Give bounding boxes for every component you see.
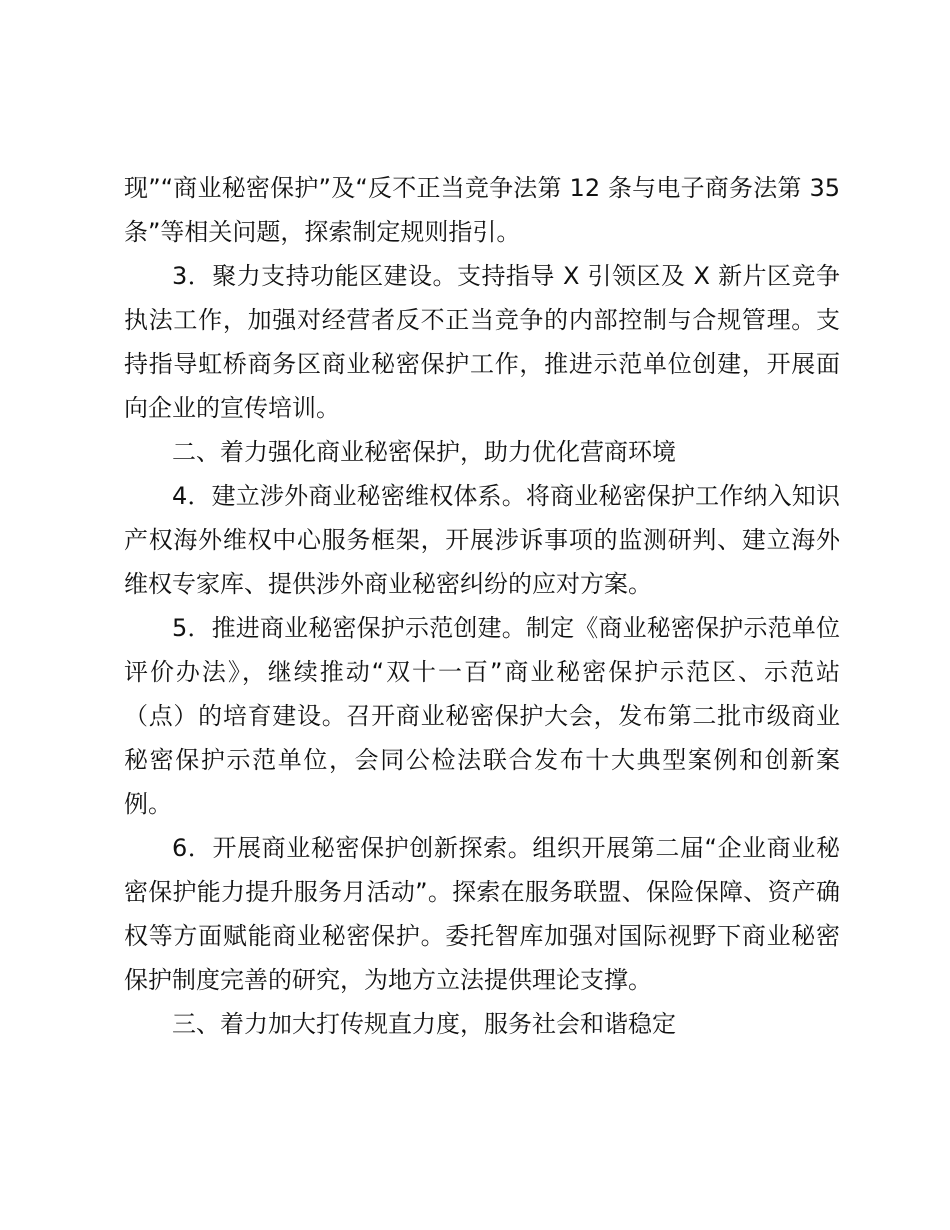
section-heading-2: 二、着力强化商业秘密保护，助力优化营商环境 (172, 438, 676, 466)
paragraph-continuation: 现”“商业秘密保护”及“反不正当竞争法第 12 条与电子商务法第 35 条”等相关问题，探索制定规则指引。 (124, 174, 840, 246)
paragraph-item-3: 3．聚力支持功能区建设。支持指导 X 引领区及 X 新片区竞争执法工作，加强对经营者反不正当竞争的内部控制与合规管理。支持指导虹桥商务区商业秘密保护工作，推进示范单位创建，开展面向企业的宣传培训。 (124, 262, 840, 422)
section-heading-3: 三、着力加大打传规直力度，服务社会和谐稳定 (172, 1010, 676, 1038)
paragraph-item-5: 5．推进商业秘密保护示范创建。制定《商业秘密保护示范单位评价办法》，继续推动“双十一百”商业秘密保护示范区、示范站（点）的培育建设。召开商业秘密保护大会，发布第二批市级商业秘密保护示范单位，会同公检法联合发布十大典型案例和创新案例。 (124, 614, 840, 818)
paragraph-item-6: 6．开展商业秘密保护创新探索。组织开展第二届“企业商业秘密保护能力提升服务月活动”。探索在服务联盟、保险保障、资产确权等方面赋能商业秘密保护。委托智库加强对国际视野下商业秘密保护制度完善的研究，为地方立法提供理论支撑。 (124, 834, 840, 994)
document-body (124, 166, 840, 1046)
paragraph-item-4: 4．建立涉外商业秘密维权体系。将商业秘密保护工作纳入知识产权海外维权中心服务框架，开展涉诉事项的监测研判、建立海外维权专家库、提供涉外商业秘密纠纷的应对方案。 (124, 482, 840, 598)
